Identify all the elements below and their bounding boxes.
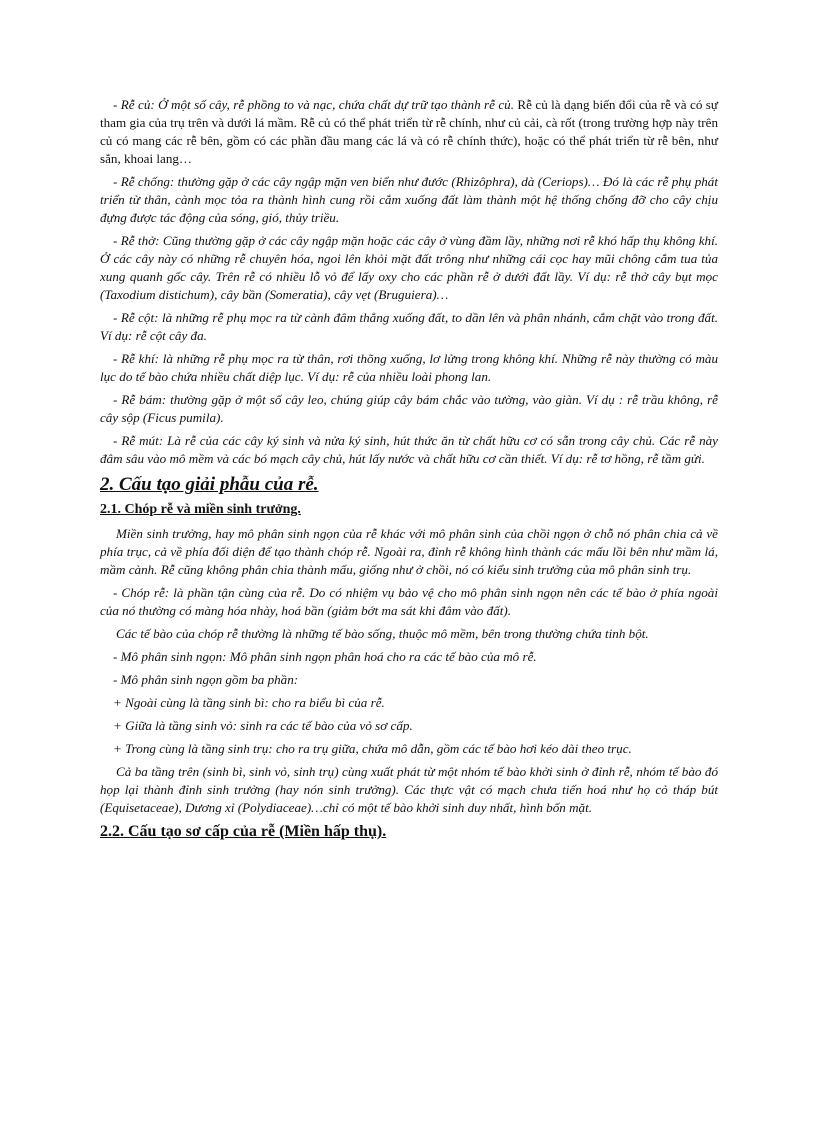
paragraph-text: + Trong cùng là tầng sinh trụ: cho ra trụ giữa, chứa mô dẫn, gồm các tế bào hơi kéo dài theo trục. — [113, 741, 632, 756]
paragraph-text: - Mô phân sinh ngọn: Mô phân sinh ngọn phân hoá cho ra các tế bào của mô rễ. — [113, 649, 537, 664]
paragraph-text: Miền sinh trưởng, hay mô phân sinh ngọn của rễ khác với mô phân sinh của chồi ngọn ở chỗ nó phân chia cả về phía trục, cả về phía đối diện để tạo thành chóp rễ. Ngoài ra, đỉnh rễ không hình thành các mấu lồi bên như mầm lá, mầm cành. Rễ cũng không phân chia thành mấu, giống như ở chồi, nó có kiểu sinh trưởng của mô phân sinh trụ. — [100, 526, 718, 577]
list-item-tang-sinh-vo — [100, 717, 718, 735]
paragraph-text: + Ngoài cùng là tầng sinh bì: cho ra biểu bì của rễ. — [113, 695, 385, 710]
paragraph-lead: - Rễ củ: Ở một số cây, rễ phồng to và nạc, chứa chất dự trữ tạo thành rễ củ. — [113, 97, 514, 112]
paragraph-text: - Rễ mút: Là rễ của các cây ký sinh và nửa ký sinh, hút thức ăn từ chất hữu cơ có sẵn trong cây chủ. Các rễ này đâm sâu vào mô mềm và các bó mạch cây chủ, hút lấy nước và chất hữu cơ cần thiết. Ví dụ: rễ tơ hồng, rễ tầm gửi. — [100, 433, 718, 466]
subsection-title-chop-re: 2.1. Chóp rễ và miền sinh trưởng. — [100, 502, 301, 517]
paragraph-text: - Rễ bám: thường gặp ở một số cây leo, chúng giúp cây bám chắc vào tường, vào giàn. Ví dụ : rễ trầu không, rễ cây sộp (Ficus pumila). — [100, 392, 718, 425]
paragraph-text: - Mô phân sinh ngọn gồm ba phần: — [113, 672, 299, 687]
paragraph-rest: Rễ củ là dạng biến đổi của rễ và có sự tham gia của trụ trên và dưới lá mầm. Rễ củ có thể phát triển từ rễ chính, như củ cải, cà rốt (trong trường hợp này trên củ có mang các rễ bên, gồm có các phần đầu mang các lá và có rễ chính thức), hoặc có thể phát triển từ rễ bên, như sắn, khoai lang… — [100, 97, 718, 166]
paragraph-text: Cả ba tầng trên (sinh bì, sinh vỏ, sinh trụ) cùng xuất phát từ một nhóm tế bào khởi sinh ở đỉnh rễ, nhóm tế bào đó họp lại thành đỉnh sinh trưởng (hay nón sinh trưởng). Các thực vật có mạch chưa tiến hoá như họ cỏ tháp bút (Equisetaceae), Dương xỉ (Polydiaceae)…chỉ có một tế bào khởi sinh duy nhất, hình bốn mặt. — [100, 764, 718, 815]
paragraph-ca-ba-tang — [100, 763, 718, 817]
list-item-tang-sinh-bi — [100, 694, 718, 712]
paragraph-mien-sinh-truong — [100, 525, 718, 579]
paragraph-re-khi — [100, 350, 718, 386]
paragraph-text: - Rễ cột: là những rễ phụ mọc ra từ cành đâm thẳng xuống đất, to dần lên và phân nhánh, cắm chặt vào trong đất. Ví dụ: rễ cột cây đa. — [100, 310, 718, 343]
section-title: 2. Cấu tạo giải phẫu của rễ. — [100, 474, 319, 495]
paragraph-ba-phan — [100, 671, 718, 689]
paragraph-text: Các tế bào của chóp rễ thường là những tế bào sống, thuộc mô mềm, bên trong thường chứa tinh bột. — [116, 626, 649, 641]
paragraph-chop-re — [100, 584, 718, 620]
paragraph-te-bao-chop-re — [100, 625, 718, 643]
paragraph-text: - Rễ thở: Cũng thường gặp ở các cây ngập mặn hoặc các cây ở vùng đầm lầy, những nơi rễ khó hấp thụ không khí. Ở các cây này có những rễ chuyên hóa, ngoi lên khỏi mặt đất trông như những cái cọc hay mũi chông cắm tua tủa xung quanh gốc cây. Trên rễ có nhiều lỗ vỏ để lấy oxy cho các phần rễ ở dưới đất lầy. Ví dụ: rễ thở cây bụt mọc (Taxodium distichum), cây bần (Someratia), cây vẹt (Bruguiera)… — [100, 233, 718, 302]
paragraph-re-tho — [100, 232, 718, 304]
paragraph-re-cu — [100, 96, 718, 168]
paragraph-text: - Rễ khí: là những rễ phụ mọc ra từ thân, rơi thõng xuống, lơ lửng trong không khí. Những rễ này thường có màu lục do tế bào chứa nhiều chất diệp lục. Ví dụ: rễ của nhiều loài phong lan. — [100, 351, 718, 384]
paragraph-text: - Chóp rễ: là phần tận cùng của rễ. Do có nhiệm vụ bảo vệ cho mô phân sinh ngọn nên các tế bào ở phía ngoài của nó thường có màng hóa nhày, hoá bần (giảm bớt ma sát khi đâm vào đất). — [100, 585, 718, 618]
paragraph-re-chong — [100, 173, 718, 227]
paragraph-re-bam — [100, 391, 718, 427]
document-body — [100, 96, 718, 842]
list-item-tang-sinh-tru — [100, 740, 718, 758]
paragraph-re-cot — [100, 309, 718, 345]
paragraph-text: + Giữa là tầng sinh vỏ: sinh ra các tế bào của vỏ sơ cấp. — [113, 718, 413, 733]
subsection-title-cau-tao-so-cap: 2.2. Cấu tạo sơ cấp của rễ (Miền hấp thụ). — [100, 823, 387, 840]
paragraph-text: - Rễ chống: thường gặp ở các cây ngập mặn ven biển như đước (Rhizôphra), dà (Ceriops)… Đó là các rễ phụ phát triển từ thân, cành mọc tỏa ra thành hình cung rồi cắm xuống đất làm thành một hệ thống chống đỡ cho cây chịu đựng được tác động của sóng, gió, thủy triều. — [100, 174, 718, 225]
paragraph-re-mut — [100, 432, 718, 468]
paragraph-mo-phan-sinh-ngon — [100, 648, 718, 666]
